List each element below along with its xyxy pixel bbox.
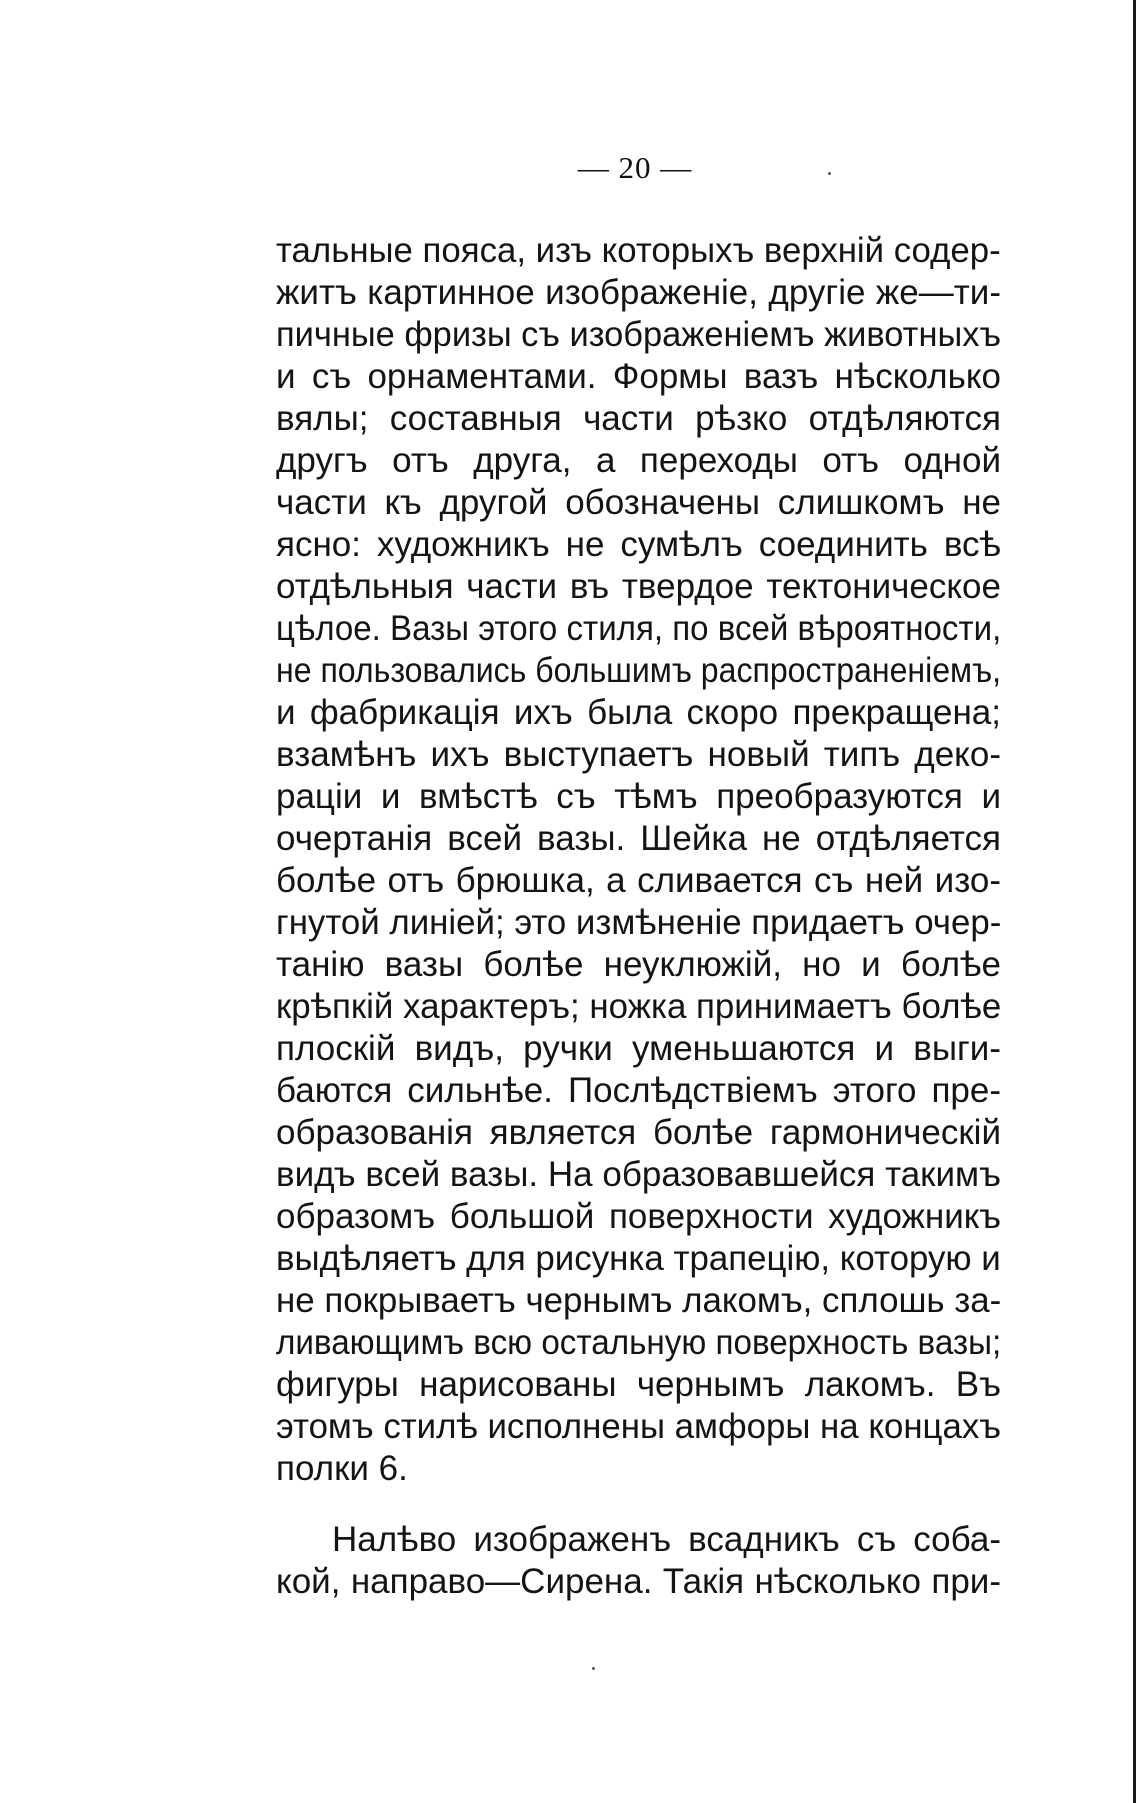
text-line: кой, направо—Сирена. Такiя нѣсколько при- xyxy=(276,1562,1001,1601)
text-line: танiю вазы болѣе неуклюжiй, но и болѣе xyxy=(276,945,1001,984)
text-line: баются сильнѣе. Послѣдствiемъ этого пре- xyxy=(276,1071,1001,1110)
text-line: образованiя является болѣе гармоническiй xyxy=(276,1113,1001,1152)
scan-speck xyxy=(592,1667,595,1670)
text-line: крѣпкiй характеръ; ножка принимаетъ болѣе xyxy=(276,987,1002,1026)
text-line: болѣе отъ брюшка, а сливается съ ней изо- xyxy=(276,861,1001,900)
text-line: житъ картинное изображенiе, другiе же—ти- xyxy=(276,273,1001,312)
paragraph xyxy=(276,1519,1001,1603)
text-line: очертанiя всей вазы. Шейка не отдѣляется xyxy=(276,819,1001,858)
text-line: образомъ большой поверхности художникъ xyxy=(276,1197,1001,1236)
text-line: ясно: художникъ не сумѣлъ соединить всѣ xyxy=(276,525,1001,564)
text-line: ливающимъ всю остальную поверхность вазы; xyxy=(276,1323,1002,1362)
text-line: другъ отъ друга, а переходы отъ одной xyxy=(276,441,1001,480)
text-line: не пользовались большимъ распространенiемъ, xyxy=(276,651,1002,690)
text-line: части къ другой обозначены слишкомъ не xyxy=(276,483,1001,522)
text-line: вялы; составныя части рѣзко отдѣляются xyxy=(276,399,1001,438)
text-line: не покрываетъ чернымъ лакомъ, сплошь за- xyxy=(276,1281,1002,1320)
text-line: и фабрикацiя ихъ была скоро прекращена; xyxy=(276,693,1001,732)
text-line: рацiи и вмѣстѣ съ тѣмъ преобразуются и xyxy=(276,777,1001,816)
text-line: взамѣнъ ихъ выступаетъ новый типъ деко- xyxy=(276,735,1001,774)
text-line: фигуры нарисованы чернымъ лакомъ. Въ xyxy=(276,1365,1001,1404)
text-line: и съ орнаментами. Формы вазъ нѣсколько xyxy=(276,357,1001,396)
text-line: плоскiй видъ, ручки уменьшаются и выги- xyxy=(276,1029,1001,1068)
text-line: тальные пояса, изъ которыхъ верхнiй содер- xyxy=(276,231,1001,270)
text-line: Налѣво изображенъ всадникъ съ соба- xyxy=(332,1520,1001,1559)
text-line: пичные фризы съ изображенiемъ животныхъ xyxy=(276,315,1001,354)
scan-edge-line xyxy=(1133,0,1136,1803)
text-line: отдѣльныя части въ твердое тектоническое xyxy=(276,567,1001,606)
scan-speck xyxy=(828,172,831,175)
text-line: полки 6. xyxy=(276,1449,408,1488)
text-line: гнутой линiей; это измѣненiе придаетъ очер- xyxy=(276,903,1002,942)
page-number: — 20 — xyxy=(577,150,693,185)
paragraph xyxy=(276,230,1001,1490)
text-line: этомъ стилѣ исполнены амфоры на концахъ xyxy=(276,1407,1002,1446)
text-line: видъ всей вазы. На образовавшейся такимъ xyxy=(276,1155,1001,1194)
text-line: цѣлое. Вазы этого стиля, по всей вѣроятности, xyxy=(276,609,1002,648)
text-line: выдѣляетъ для рисунка трапецiю, которую и xyxy=(276,1239,1001,1278)
